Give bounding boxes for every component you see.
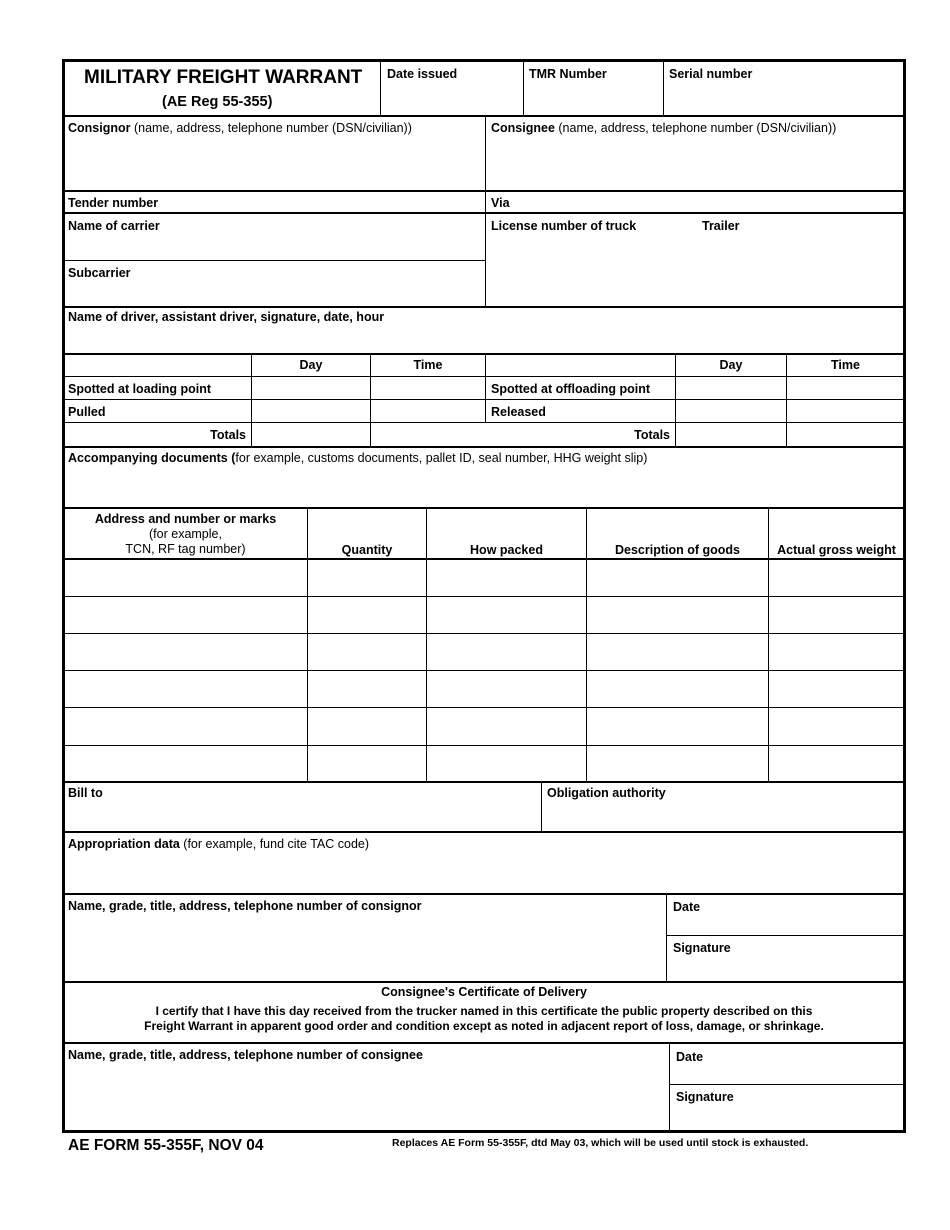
consignor-field[interactable]	[66, 138, 486, 190]
tmr-number-label: TMR Number	[529, 67, 607, 81]
consignee-date-field[interactable]	[674, 1066, 905, 1084]
consignor-signature-field[interactable]	[671, 957, 905, 981]
documents-label	[68, 451, 647, 465]
address-marks-header-note: (for example,	[149, 527, 222, 541]
consignor-name-label: Name, grade, title, address, telephone number of consignor	[68, 899, 422, 913]
divider	[669, 1043, 670, 1133]
weight-cell[interactable]	[771, 673, 905, 707]
divider	[62, 399, 906, 400]
trailer-field[interactable]	[700, 236, 904, 260]
divider	[62, 306, 906, 308]
time-header: Time	[413, 358, 443, 372]
totals-label: Totals	[634, 428, 670, 442]
bill-to-field[interactable]	[66, 803, 542, 831]
offloading-time-field[interactable]	[789, 379, 905, 399]
divider	[62, 446, 906, 448]
appropriation-label	[68, 837, 369, 851]
form-regulation: (AE Reg 55-355)	[162, 94, 273, 110]
description-header: Description of goods	[615, 543, 740, 557]
address-marks-header: Address and number or marks	[94, 512, 277, 526]
quantity-cell[interactable]	[310, 636, 427, 670]
consignee-label-note: (name, address, telephone number (DSN/civilian))	[554, 121, 837, 135]
divider	[62, 781, 906, 783]
totals-day-field[interactable]	[678, 425, 787, 446]
weight-cell[interactable]	[771, 710, 905, 745]
divider	[62, 190, 906, 192]
via-label: Via	[491, 196, 510, 210]
marks-cell[interactable]	[66, 748, 308, 781]
divider	[380, 61, 381, 116]
released-label: Released	[491, 405, 546, 419]
marks-cell[interactable]	[66, 636, 308, 670]
subcarrier-field[interactable]	[66, 283, 486, 305]
divider	[670, 1084, 906, 1085]
marks-cell[interactable]	[66, 562, 308, 596]
divider	[62, 670, 906, 671]
how-packed-cell[interactable]	[429, 599, 587, 633]
divider	[62, 422, 906, 423]
tmr-number-field[interactable]	[527, 84, 663, 114]
divider	[663, 61, 664, 116]
how-packed-header: How packed	[470, 543, 543, 557]
spotted-loading-label: Spotted at loading point	[68, 382, 212, 396]
divider	[62, 831, 906, 833]
certificate-text-line1: I certify that I have this day received from the trucker named in this certificate the public property described on this	[155, 1004, 813, 1018]
documents-label-note: for example, customs documents, pallet ID, seal number, HHG weight slip)	[235, 451, 648, 465]
documents-field[interactable]	[66, 468, 905, 508]
appropriation-label-bold: Appropriation data	[68, 837, 180, 851]
divider	[62, 115, 906, 117]
consignee-label	[491, 121, 836, 135]
quantity-cell[interactable]	[310, 710, 427, 745]
quantity-cell[interactable]	[310, 599, 427, 633]
marks-cell[interactable]	[66, 710, 308, 745]
how-packed-cell[interactable]	[429, 636, 587, 670]
day-header: Day	[719, 358, 743, 372]
carrier-label: Name of carrier	[68, 219, 160, 233]
weight-cell[interactable]	[771, 636, 905, 670]
consignor-name-field[interactable]	[66, 916, 666, 982]
description-cell[interactable]	[589, 562, 769, 596]
quantity-cell[interactable]	[310, 673, 427, 707]
bill-to-label: Bill to	[68, 786, 103, 800]
quantity-cell[interactable]	[310, 748, 427, 781]
quantity-header: Quantity	[341, 543, 393, 557]
consignee-signature-field[interactable]	[674, 1106, 905, 1130]
consignor-label-note: (name, address, telephone number (DSN/civilian))	[130, 121, 412, 135]
consignee-label-bold: Consignee	[491, 121, 555, 135]
released-time-field[interactable]	[789, 402, 905, 422]
consignee-field[interactable]	[489, 138, 905, 190]
serial-number-label: Serial number	[669, 67, 753, 81]
via-field[interactable]	[515, 193, 905, 213]
description-cell[interactable]	[589, 599, 769, 633]
weight-header: Actual gross weight	[777, 543, 896, 557]
offloading-day-field[interactable]	[678, 379, 787, 399]
divider	[62, 260, 486, 261]
loading-day-field[interactable]	[254, 379, 371, 399]
driver-label: Name of driver, assistant driver, signature, date, hour	[68, 310, 385, 324]
pulled-time-field[interactable]	[373, 402, 486, 422]
pulled-label: Pulled	[68, 405, 106, 419]
consignee-signature-label: Signature	[676, 1090, 734, 1104]
license-number-label: License number of truck	[491, 219, 637, 233]
address-marks-header-note: TCN, RF tag number)	[125, 542, 246, 556]
description-cell[interactable]	[589, 636, 769, 670]
license-number-field[interactable]	[489, 236, 693, 260]
pulled-day-field[interactable]	[254, 402, 371, 422]
how-packed-cell[interactable]	[429, 562, 587, 596]
consignee-date-label: Date	[676, 1050, 704, 1064]
divider	[62, 376, 906, 377]
how-packed-cell[interactable]	[429, 748, 587, 781]
description-cell[interactable]	[589, 673, 769, 707]
carrier-field[interactable]	[66, 236, 486, 260]
marks-cell[interactable]	[66, 673, 308, 707]
appropriation-label-note: (for example, fund cite TAC code)	[179, 837, 370, 851]
how-packed-cell[interactable]	[429, 710, 587, 745]
weight-cell[interactable]	[771, 599, 905, 633]
time-header: Time	[831, 358, 860, 372]
consignor-signature-label: Signature	[673, 941, 731, 955]
certificate-heading: Consignee's Certificate of Delivery	[381, 985, 587, 999]
certificate-text-line2: Freight Warrant in apparent good order and condition except as noted in adjacent report of loss, damage, or shrinkage.	[144, 1019, 824, 1033]
divider	[666, 894, 667, 982]
totals-time-field[interactable]	[789, 425, 905, 446]
divider	[62, 745, 906, 746]
consignee-name-field[interactable]	[66, 1065, 669, 1133]
loading-time-field[interactable]	[373, 379, 486, 399]
appropriation-field[interactable]	[66, 854, 905, 894]
subcarrier-label: Subcarrier	[68, 266, 131, 280]
divider	[62, 1042, 906, 1044]
description-cell[interactable]	[589, 710, 769, 745]
totals-label: Totals	[210, 428, 246, 442]
date-issued-label: Date issued	[387, 67, 458, 81]
date-issued-field[interactable]	[385, 84, 523, 114]
documents-label-bold: Accompanying documents (	[68, 451, 236, 465]
consignor-label-bold: Consignor	[68, 121, 131, 135]
driver-field[interactable]	[66, 328, 905, 352]
tender-number-label: Tender number	[68, 196, 159, 210]
divider	[62, 353, 906, 355]
released-day-field[interactable]	[678, 402, 787, 422]
totals-day-field[interactable]	[254, 425, 371, 446]
divider	[667, 935, 906, 936]
consignee-name-label: Name, grade, title, address, telephone number of consignee	[68, 1048, 423, 1062]
quantity-cell[interactable]	[310, 562, 427, 596]
marks-cell[interactable]	[66, 599, 308, 633]
divider	[62, 633, 906, 634]
divider	[523, 61, 524, 116]
form-title: MILITARY FREIGHT WARRANT	[84, 67, 363, 88]
consignor-date-field[interactable]	[671, 916, 905, 935]
weight-cell[interactable]	[771, 562, 905, 596]
form-number: AE FORM 55-355F, NOV 04	[68, 1137, 264, 1154]
how-packed-cell[interactable]	[429, 673, 587, 707]
day-header: Day	[299, 358, 323, 372]
description-cell[interactable]	[589, 748, 769, 781]
spotted-offloading-label: Spotted at offloading point	[491, 382, 650, 396]
divider	[62, 558, 906, 560]
weight-cell[interactable]	[771, 748, 905, 781]
replaces-note: Replaces AE Form 55-355F, dtd May 03, which will be used until stock is exhausted.	[392, 1137, 809, 1149]
obligation-authority-label: Obligation authority	[547, 786, 666, 800]
divider	[62, 596, 906, 597]
serial-number-field[interactable]	[667, 84, 905, 114]
divider	[62, 707, 906, 708]
consignor-label	[68, 121, 412, 135]
trailer-label: Trailer	[702, 219, 740, 233]
tender-number-field[interactable]	[170, 193, 484, 213]
obligation-authority-field[interactable]	[545, 803, 905, 831]
consignor-date-label: Date	[673, 900, 701, 914]
